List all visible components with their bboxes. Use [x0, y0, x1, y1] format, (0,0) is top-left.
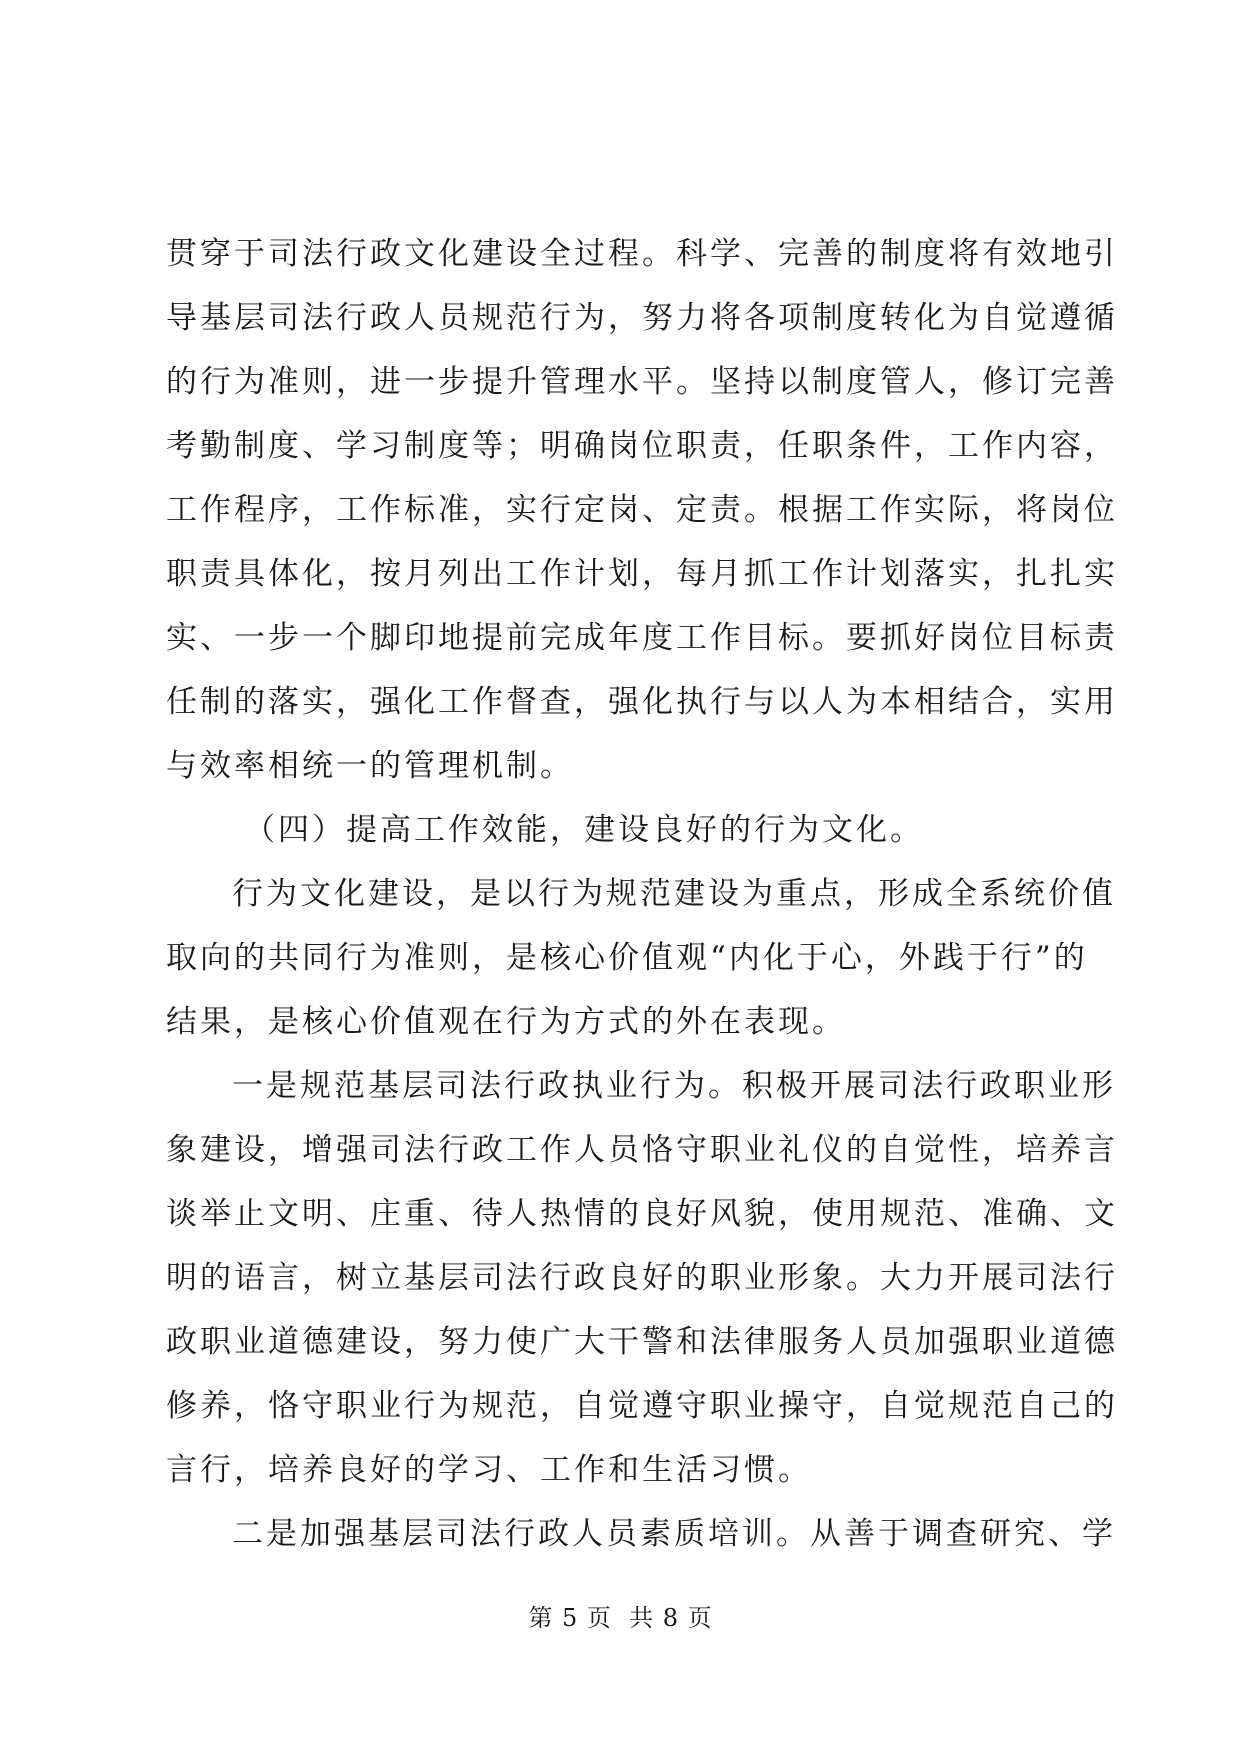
text-line: 实、一步一个脚印地提前完成年度工作目标。要抓好岗位目标责	[166, 620, 1118, 656]
text-line: 贯穿于司法行政文化建设全过程。科学、完善的制度将有效地引	[166, 236, 1118, 272]
text-line: 任制的落实，强化工作督查，强化执行与以人为本相结合，实用	[166, 684, 1118, 720]
text-line: 言行，培养良好的学习、工作和生活习惯。	[166, 1452, 812, 1488]
text-line: 工作程序，工作标准，实行定岗、定责。根据工作实际，将岗位	[166, 492, 1118, 528]
text-line: 二是加强基层司法行政人员素质培训。从善于调查研究、学	[232, 1516, 1116, 1552]
document-body	[166, 222, 1118, 1566]
text-line: 行为文化建设，是以行为规范建设为重点，形成全系统价值	[232, 876, 1116, 912]
section-heading: （四）提高工作效能，建设良好的行为文化。	[244, 812, 924, 848]
text-line: 导基层司法行政人员规范行为，努力将各项制度转化为自觉遵循	[166, 300, 1118, 336]
text-line: 一是规范基层司法行政执业行为。积极开展司法行政职业形	[232, 1068, 1116, 1104]
page-number-label: 第 5 页 共 8 页	[528, 1604, 713, 1632]
text-line: 谈举止文明、庄重、待人热情的良好风貌，使用规范、准确、文	[166, 1196, 1118, 1232]
text-line: 政职业道德建设，努力使广大干警和法律服务人员加强职业道德	[166, 1324, 1118, 1360]
text-line: 明的语言，树立基层司法行政良好的职业形象。大力开展司法行	[166, 1260, 1118, 1296]
text-line: 取向的共同行为准则，是核心价值观“内化于心，外践于行”的	[166, 940, 1088, 976]
text-line: 考勤制度、学习制度等；明确岗位职责，任职条件，工作内容，	[166, 428, 1118, 464]
page-footer	[0, 1603, 1241, 1633]
text-line: 结果，是核心价值观在行为方式的外在表现。	[166, 1004, 846, 1040]
text-line: 的行为准则，进一步提升管理水平。坚持以制度管人，修订完善	[166, 364, 1118, 400]
text-line: 象建设，增强司法行政工作人员恪守职业礼仪的自觉性，培养言	[166, 1132, 1118, 1168]
text-line: 修养，恪守职业行为规范，自觉遵守职业操守，自觉规范自己的	[166, 1388, 1118, 1424]
text-line: 与效率相统一的管理机制。	[166, 748, 574, 784]
text-line: 职责具体化，按月列出工作计划，每月抓工作计划落实，扎扎实	[166, 556, 1118, 592]
